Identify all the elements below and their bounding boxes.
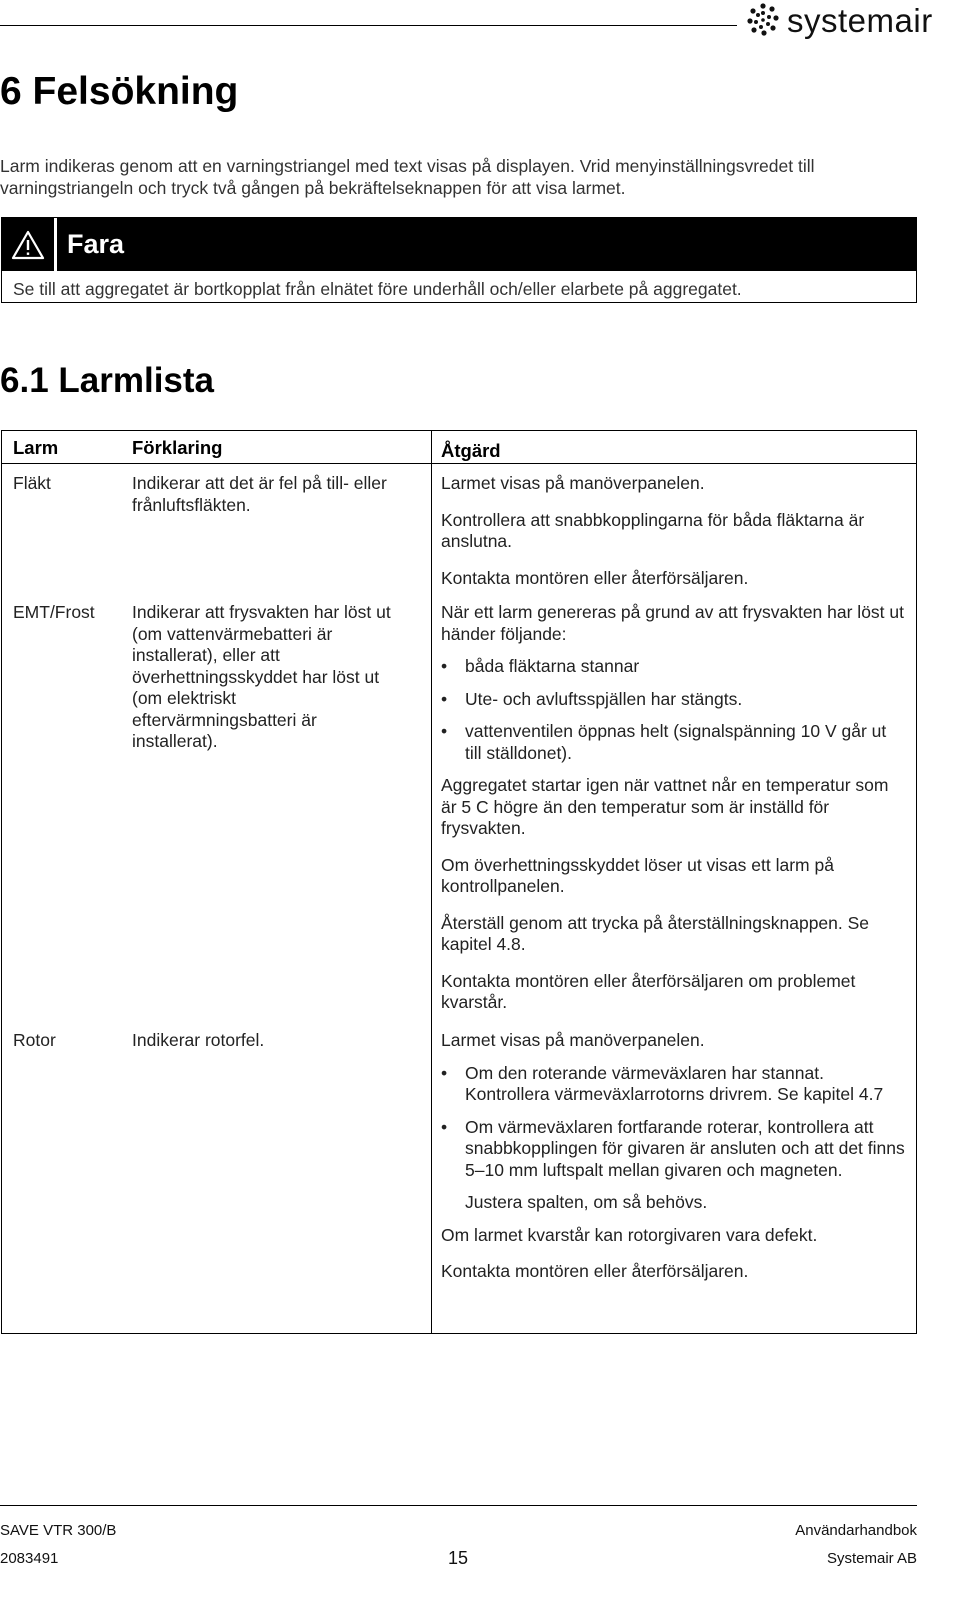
- header-larm: Larm: [13, 437, 59, 458]
- alarm-table: [1, 430, 917, 1334]
- danger-header: [2, 218, 916, 271]
- action-line: Om överhettningsskyddet löser ut visas ett larm på kontrollpanelen.: [441, 854, 834, 896]
- action-line: Kontakta montören eller återförsäljaren om problemet kvarstår.: [441, 970, 856, 1012]
- footer-doc-number: 2083491: [0, 1550, 59, 1567]
- action-bullet: • Om värmeväxlaren fortfarande roterar, kontrollera att snabbkopplingen för givaren är ansluten och att det finns 5–10 mm luftspalt mellan givaren och magneten.: [441, 1117, 906, 1182]
- intro-paragraph: Larm indikeras genom att en varningstriangel med text visas på displayen. Vrid menyinställningsvredet till varningstriangeln och tryck två gången på bekräftelseknappen för att visa larmet.: [0, 156, 815, 198]
- action-bullet: • Om den roterande värmeväxlaren har stannat. Kontrollera värmeväxlarrotorns drivrem. Se kapitel 4.7: [441, 1063, 906, 1106]
- action-line: Larmet visas på manöverpanelen.: [441, 473, 705, 493]
- row-explanation-flakt: Indikerar att det är fel på till- eller frånluftsfläkten.: [132, 473, 387, 515]
- action-line: Aggregatet startar igen när vattnet når en temperatur som är 5 C högre än den temperatur som är inställd för frysvakten.: [441, 775, 889, 838]
- header-rule: [0, 25, 737, 26]
- section-title: 6.1 Larmlista: [0, 361, 214, 400]
- header-rule: [2, 463, 916, 464]
- row-alarm-emt-frost: EMT/Frost: [13, 602, 95, 622]
- row-alarm-rotor: Rotor: [13, 1030, 56, 1050]
- footer-rule: [0, 1505, 917, 1506]
- row-alarm-flakt: Fläkt: [13, 473, 51, 493]
- warning-triangle-icon: [11, 230, 45, 260]
- row-action-flakt: [441, 473, 906, 589]
- action-bullet: • vattenventilen öppnas helt (signalspänning 10 V går ut till ställdonet).: [441, 721, 906, 764]
- row-explanation-emt-frost: Indikerar att frysvakten har löst ut (om vattenvärmebatteri är installerat), eller att överhettningsskyddet har löst ut (om elektriskt eftervärmningsbatteri är installerat).: [132, 602, 391, 751]
- header-forklaring: Förklaring: [132, 437, 223, 458]
- header-atgard: Åtgärd: [441, 440, 501, 461]
- action-intro: När ett larm genereras på grund av att frysvakten har löst ut händer följande:: [441, 602, 904, 644]
- danger-notice: [1, 217, 917, 303]
- page-title: 6 Felsökning: [0, 70, 239, 113]
- column-divider: [431, 431, 432, 1333]
- row-action-rotor: [441, 1030, 906, 1283]
- action-line: Om larmet kvarstår kan rotorgivaren vara defekt.: [441, 1224, 818, 1245]
- action-bullet-followup: Justera spalten, om så behövs.: [465, 1192, 708, 1212]
- action-intro: Larmet visas på manöverpanelen.: [441, 1030, 705, 1050]
- action-line: Återställ genom att trycka på återställningsknappen. Se kapitel 4.8.: [441, 912, 870, 954]
- systemair-logo-icon: [745, 2, 781, 38]
- action-bullet: • båda fläktarna stannar: [441, 656, 906, 678]
- danger-text: Se till att aggregatet är bortkopplat från elnätet före underhåll och/eller elarbete på aggregatet.: [13, 279, 742, 299]
- action-line: Kontrollera att snabbkopplingarna för båda fläktarna är anslutna.: [441, 509, 865, 551]
- action-line: Kontakta montören eller återförsäljaren.: [441, 567, 749, 588]
- action-line: Kontakta montören eller återförsäljaren.: [441, 1261, 749, 1281]
- row-explanation-rotor: Indikerar rotorfel.: [132, 1030, 265, 1050]
- footer-page-number: 15: [448, 1548, 469, 1568]
- danger-icon-cell: [2, 218, 57, 271]
- footer-doc-type: Användarhandbok: [795, 1522, 917, 1539]
- footer-product: SAVE VTR 300/B: [0, 1522, 117, 1539]
- danger-title: Fara: [67, 229, 125, 259]
- brand-name: systemair: [787, 1, 933, 39]
- action-bullet: • Ute- och avluftsspjällen har stängts.: [441, 689, 906, 711]
- row-action-emt-frost: [441, 602, 906, 1014]
- footer-company: Systemair AB: [826, 1550, 917, 1567]
- systemair-logo: [745, 0, 933, 40]
